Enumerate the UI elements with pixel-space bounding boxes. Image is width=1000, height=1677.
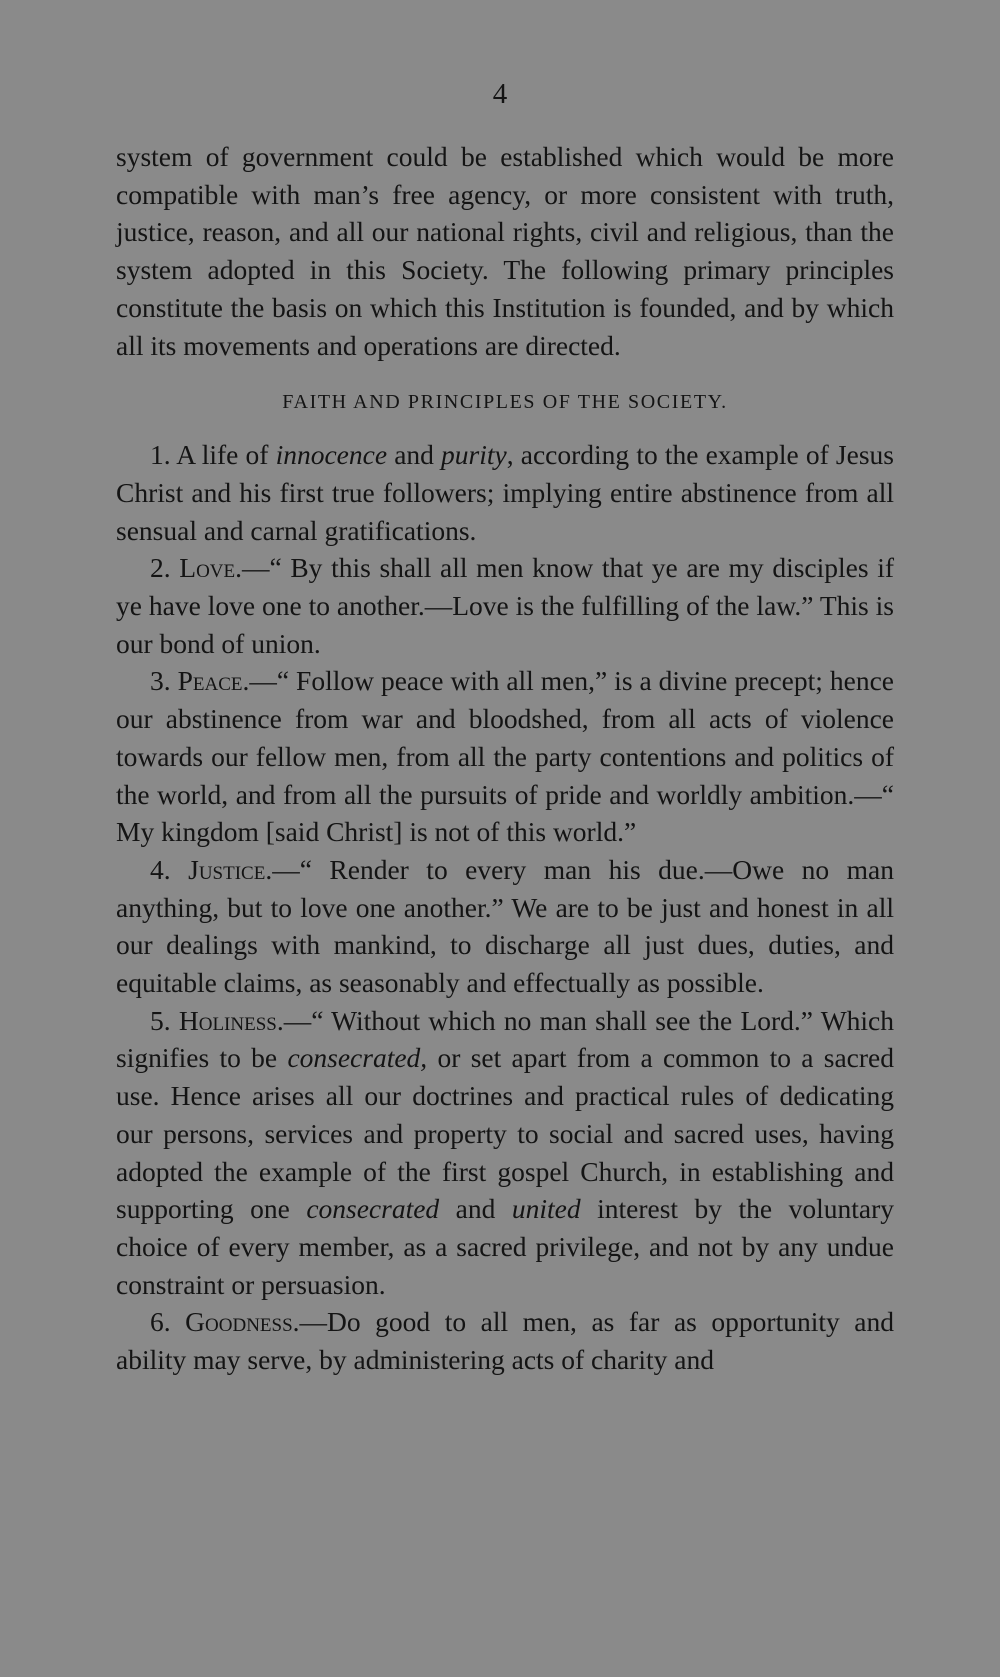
- item-text: —“ Render to every man his due.—Owe no man anything, but to love one another.” We are to be just and honest in all our dealings with mankind, to discharge all just dues, duties, and equitable claims, as seasonably and effectually as possible.: [116, 853, 895, 999]
- emphasis-innocence: innocence: [275, 439, 388, 471]
- page-body: [116, 138, 894, 1379]
- item-text: and: [387, 439, 442, 471]
- emphasis-consecrated: consecrated,: [287, 1042, 428, 1074]
- principle-5: [116, 1002, 894, 1304]
- item-text: and: [439, 1193, 512, 1225]
- principle-title: Goodness.: [185, 1306, 300, 1338]
- intro-paragraph: system of government could be established which would be more compatible with man’s free agency, or more consistent with truth, justice, reason, and all our national rights, civil and religious, than the system adopted in this Society. The following primary principles constitute the basis on which this Institution is founded, and by which all its movements and operations are directed.: [116, 141, 894, 361]
- principle-title: Love.: [179, 552, 242, 584]
- principle-1: [116, 436, 894, 549]
- item-text: —Do good to all men, as far as opportunity and ability may serve, by administering acts of charity and: [116, 1306, 894, 1376]
- item-text: A life of: [170, 439, 276, 471]
- item-text: —“ Follow peace with all men,” is a divine precept; hence our abstinence from war and bloodshed, from all acts of violence towards our fellow men, from all the party contentions and politics of the world, and from all the pursuits of pride and worldly ambition.—“ My kingdom [said Christ] is not of this world.”: [116, 665, 894, 848]
- emphasis-united: united: [511, 1193, 581, 1225]
- emphasis-consecrated: consecrated: [306, 1193, 440, 1225]
- item-text: or set apart from a common to a sacred use. Hence arises all our doctrines and practical rules of dedicating our persons, services and property to social and sacred uses, having adopted the example of the first gospel Church, in establishing and supporting one: [116, 1042, 894, 1225]
- item-text: , according to the example of Jesus Christ and his first true followers; implying entire abstinence from all sensual and carnal gratifications.: [116, 439, 894, 546]
- item-text: interest by the voluntary choice of every member, as a sacred privilege, and not by any undue constraint or persuasion.: [116, 1193, 894, 1300]
- principle-title: Holiness.: [178, 1004, 284, 1036]
- item-text: —“ Without which no man shall see the Lord.” Which signifies to be: [116, 1004, 895, 1074]
- item-number: 2.: [150, 552, 171, 584]
- page-number: 4: [492, 78, 508, 110]
- item-text: —“ By this shall all men know that ye are my disciples if ye have love one to another.—Love is the fulfilling of the law.” This is our bond of union.: [116, 552, 894, 659]
- principle-3: [116, 662, 894, 851]
- principle-4: [116, 851, 894, 1002]
- item-number: 1.: [150, 439, 171, 471]
- principle-2: [116, 549, 894, 662]
- section-heading: FAITH AND PRINCIPLES OF THE SOCIETY.: [282, 391, 728, 414]
- principle-title: Peace.: [177, 665, 250, 697]
- item-number: 3.: [150, 665, 171, 697]
- item-number: 4.: [150, 853, 171, 885]
- principle-title: Justice.: [188, 853, 273, 885]
- item-number: 5.: [150, 1004, 171, 1036]
- principle-6: [116, 1303, 894, 1378]
- emphasis-purity: purity: [441, 439, 507, 471]
- item-number: 6.: [150, 1306, 171, 1338]
